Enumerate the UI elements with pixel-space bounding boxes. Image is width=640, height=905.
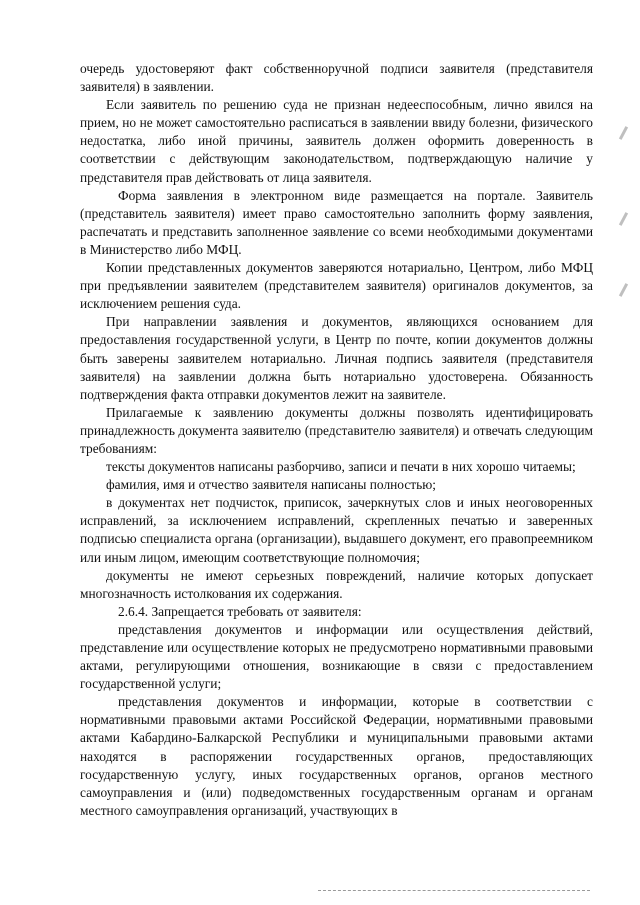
scan-artifact-mark — [619, 126, 628, 140]
paragraph-prohibition-1: представления документов и информации или осуществления действий, представление или осуществление которых не предусмотрено нормативными правовыми актами, регулирующими отношения, возникающие в связи с предоставлением государственной услуги; — [80, 621, 593, 692]
paragraph-4: Копии представленных документов заверяются нотариально, Центром, либо МФЦ при предъявлении заявителем (представителем заявителя) оригиналов документов, за исключением решения суда. — [80, 260, 593, 312]
scan-artifact-mark — [619, 212, 628, 226]
section-heading-2-6-4: 2.6.4. Запрещается требовать от заявителя: — [118, 603, 362, 619]
paragraph-3: Форма заявления в электронном виде размещается на портале. Заявитель (представитель заявителя) имеет право самостоятельно заполнить форму заявления, распечатать и представить заполненное заявление со всеми необходимыми документами в Министерство либо МФЦ. — [80, 187, 593, 257]
document-body — [80, 60, 593, 820]
paragraph-prohibition-2: представления документов и информации, которые в соответствии с нормативными правовыми актами Российской Федерации, нормативными правовыми актами Кабардино-Балкарской Республики и муниципальными правовыми актами находятся в распоряжении государственных органов, предоставляющих государственную услугу, иных государственных органов, органов местного самоуправления и (или) подведомственных государственным органам и органам местного самоуправления организаций, участвующих в — [80, 694, 593, 818]
list-item-no-damage: документы не имеют серьезных повреждений, наличие которых допускает многозначность истолкования их содержания. — [80, 567, 593, 601]
paragraph-2: Если заявитель по решению суда не признан недееспособным, лично явился на прием, но не может самостоятельно расписаться в заявлении ввиду болезни, физического недостатка, либо иной причины, заявитель должен оформить доверенность в соответствии с действующим законодательством, подтверждающую наличие у представителя прав действовать от лица заявителя. — [80, 97, 593, 185]
paragraph-1: очередь удостоверяют факт собственноручной подписи заявителя (представителя заявителя) в заявлении. — [80, 61, 593, 95]
list-item-full-name: фамилия, имя и отчество заявителя написаны полностью; — [106, 477, 436, 493]
page-bottom-rule — [318, 890, 590, 891]
paragraph-6: Прилагаемые к заявлению документы должны позволять идентифицировать принадлежность документа заявителю (представителю заявителя) и отвечать следующим требованиям: — [80, 404, 593, 456]
scan-artifact-mark — [619, 283, 628, 297]
paragraph-5: При направлении заявления и документов, являющихся основанием для предоставления государственной услуги, в Центр по почте, копии документов должны быть заверены заявителем нотариально. Личная подпись заявителя (представителя заявителя) на заявлении должна быть нотариально удостоверена. Обязанность подтверждения факта отправки документов лежит на заявителе. — [80, 314, 593, 402]
list-item-no-corrections: в документах нет подчисток, приписок, зачеркнутых слов и иных неоговоренных исправлений, за исключением исправлений, скрепленных печатью и заверенных подписью специалиста органа (организации), выдавшего документ, его правопреемником или иным лицом, имеющим соответствующие полномочия; — [80, 495, 593, 565]
list-item-legible: тексты документов написаны разборчиво, записи и печати в них хорошо читаемы; — [106, 459, 576, 475]
